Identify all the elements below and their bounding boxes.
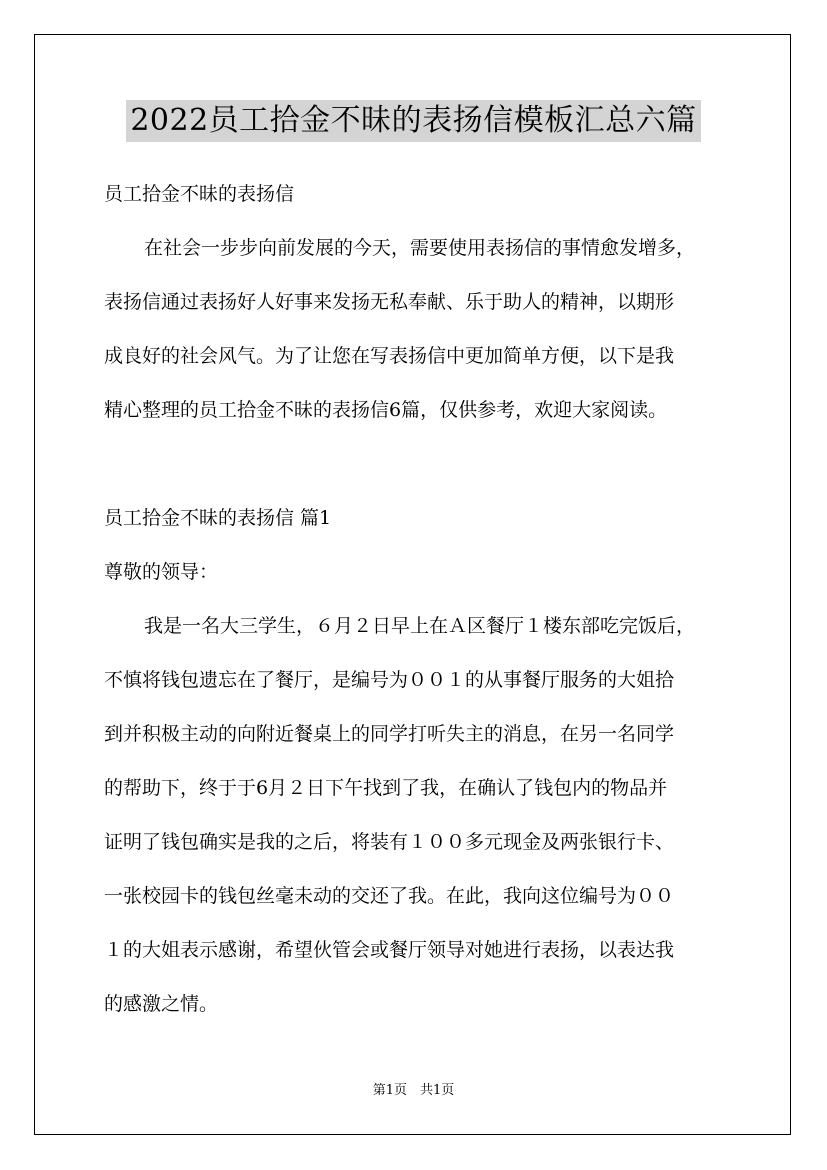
body-line: 一张校园卡的钱包丝毫未动的交还了我。在此，我向这位编号为００ <box>104 885 675 907</box>
intro-line: 表扬信通过表扬好人好事来发扬无私奉献、乐于助人的精神，以期形 <box>104 291 675 313</box>
page-footer <box>0 1083 827 1099</box>
document-subtitle: 员工拾金不昧的表扬信 <box>104 183 295 205</box>
document-title <box>0 100 827 142</box>
section-heading: 员工拾金不昧的表扬信 篇1 <box>104 507 332 529</box>
body-line: １的大姐表示感谢，希望伙管会或餐厅领导对她进行表扬，以表达我 <box>104 939 675 961</box>
body-line: 证明了钱包确实是我的之后，将装有１００多元现金及两张银行卡、 <box>104 831 675 853</box>
body-line: 的帮助下，终于于6月２日下午找到了我，在确认了钱包内的物品并 <box>104 777 668 799</box>
intro-line: 在社会一步步向前发展的今天，需要使用表扬信的事情愈发增多， <box>144 237 696 259</box>
intro-line: 精心整理的员工拾金不昧的表扬信6篇，仅供参考，欢迎大家阅读。 <box>104 399 668 421</box>
body-line: 到并积极主动的向附近餐桌上的同学打听失主的消息，在另一名同学 <box>104 723 675 745</box>
body-line: 我是一名大三学生，６月２日早上在Ａ区餐厅１楼东部吃完饭后， <box>144 615 696 637</box>
intro-line: 成良好的社会风气。为了让您在写表扬信中更加简单方便，以下是我 <box>104 345 675 367</box>
body-line: 的感激之情。 <box>104 993 219 1015</box>
document-title-text: 2022员工拾金不昧的表扬信模板汇总六篇 <box>126 100 700 142</box>
body-line: 不慎将钱包遗忘在了餐厅，是编号为００１的从事餐厅服务的大姐拾 <box>104 669 675 691</box>
page-number-label: 第1页 共1页 <box>372 1083 455 1098</box>
salutation: 尊敬的领导： <box>104 561 219 583</box>
